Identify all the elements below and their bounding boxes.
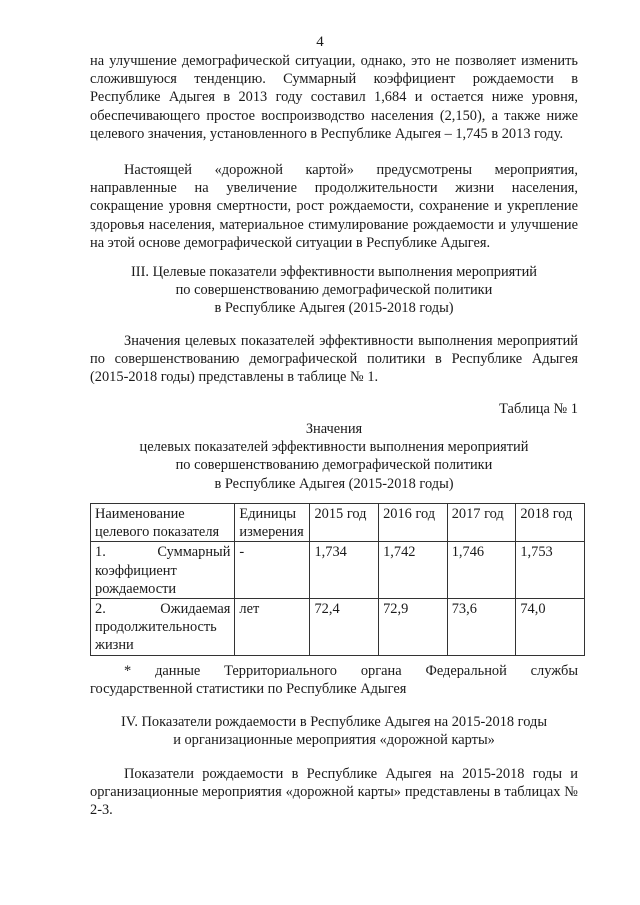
header-2018: 2018 год (516, 504, 585, 542)
row-2-2018: 74,0 (516, 599, 585, 656)
row-2-2015: 72,4 (310, 599, 379, 656)
row-2-2017: 73,6 (447, 599, 516, 656)
header-2016: 2016 год (379, 504, 448, 542)
row-1-name: 1. Суммарный коэффициент рождаемости (91, 542, 235, 599)
row-1-2015: 1,734 (310, 542, 379, 599)
section-4-heading-line-1: IV. Показатели рождаемости в Республике Адыгея на 2015-2018 годы (121, 714, 547, 730)
table-header-row (91, 504, 585, 542)
section-3-heading (90, 263, 578, 318)
row-1-2017: 1,746 (447, 542, 516, 599)
header-2017: 2017 год (447, 504, 516, 542)
indicators-table (90, 503, 585, 656)
table-title (90, 420, 578, 493)
page-number: 4 (316, 34, 324, 50)
table-title-line-2: целевых показателей эффективности выполнения мероприятий (139, 439, 529, 456)
table-row (91, 542, 585, 599)
header-2015: 2015 год (310, 504, 379, 542)
table-row (91, 599, 585, 656)
section-4-heading-line-2: и организационные мероприятия «дорожной карты» (173, 732, 495, 749)
row-2-units: лет (235, 599, 310, 656)
paragraph-1: на улучшение демографической ситуации, однако, это не позволяет изменить сложившуюся тенденцию. Суммарный коэффициент рождаемости в Республике Адыгея в 2013 году составил 1,684 и остается ниже уровня, обеспечивающего простое воспроизводство населения (2,150), а также ниже целевого значения, установленного в Республике Адыгея – 1,745 в 2013 году. (90, 53, 578, 142)
section-3-heading-line-3: в Республике Адыгея (2015-2018 годы) (214, 300, 454, 317)
section-3-heading-line-1: III. Целевые показатели эффективности выполнения мероприятий (131, 264, 537, 280)
row-2-name: 2. Ожидаемая продолжительность жизни (91, 599, 235, 656)
paragraph-3: Значения целевых показателей эффективности выполнения мероприятий по совершенствованию демографической политики в Республике Адыгея (2015-2018 годы) представлены в таблице № 1. (90, 333, 578, 386)
table-title-line-3: по совершенствованию демографической политики (175, 457, 493, 474)
table-number: Таблица № 1 (499, 401, 578, 417)
paragraph-2: Настоящей «дорожной картой» предусмотрены мероприятия, направленные на увеличение продолжительности жизни населения, сокращение уровня смертности, рост рождаемости, сохранение и укрепление здоровья населения, материальное стимулирование рождаемости и улучшение на этой основе демографической ситуации в Республике Адыгея. (90, 162, 578, 251)
table-title-line-4: в Республике Адыгея (2015-2018 годы) (214, 475, 454, 492)
header-units: Единицы измерения (235, 504, 310, 542)
row-1-2018: 1,753 (516, 542, 585, 599)
row-1-2016: 1,742 (379, 542, 448, 599)
table-footnote: * данные Территориального органа Федеральной службы государственной статистики по Республике Адыгея (90, 663, 578, 698)
row-1-units: - (235, 542, 310, 599)
section-4-heading (90, 713, 578, 749)
header-indicator-name: Наименование целевого показателя (91, 504, 235, 542)
row-2-2016: 72,9 (379, 599, 448, 656)
paragraph-4: Показатели рождаемости в Республике Адыгея на 2015-2018 годы и организационные мероприятия «дорожной карты» представлены в таблицах № 2-3. (90, 766, 578, 819)
table-title-line-1: Значения (305, 421, 363, 437)
section-3-heading-line-2: по совершенствованию демографической политики (175, 282, 493, 299)
